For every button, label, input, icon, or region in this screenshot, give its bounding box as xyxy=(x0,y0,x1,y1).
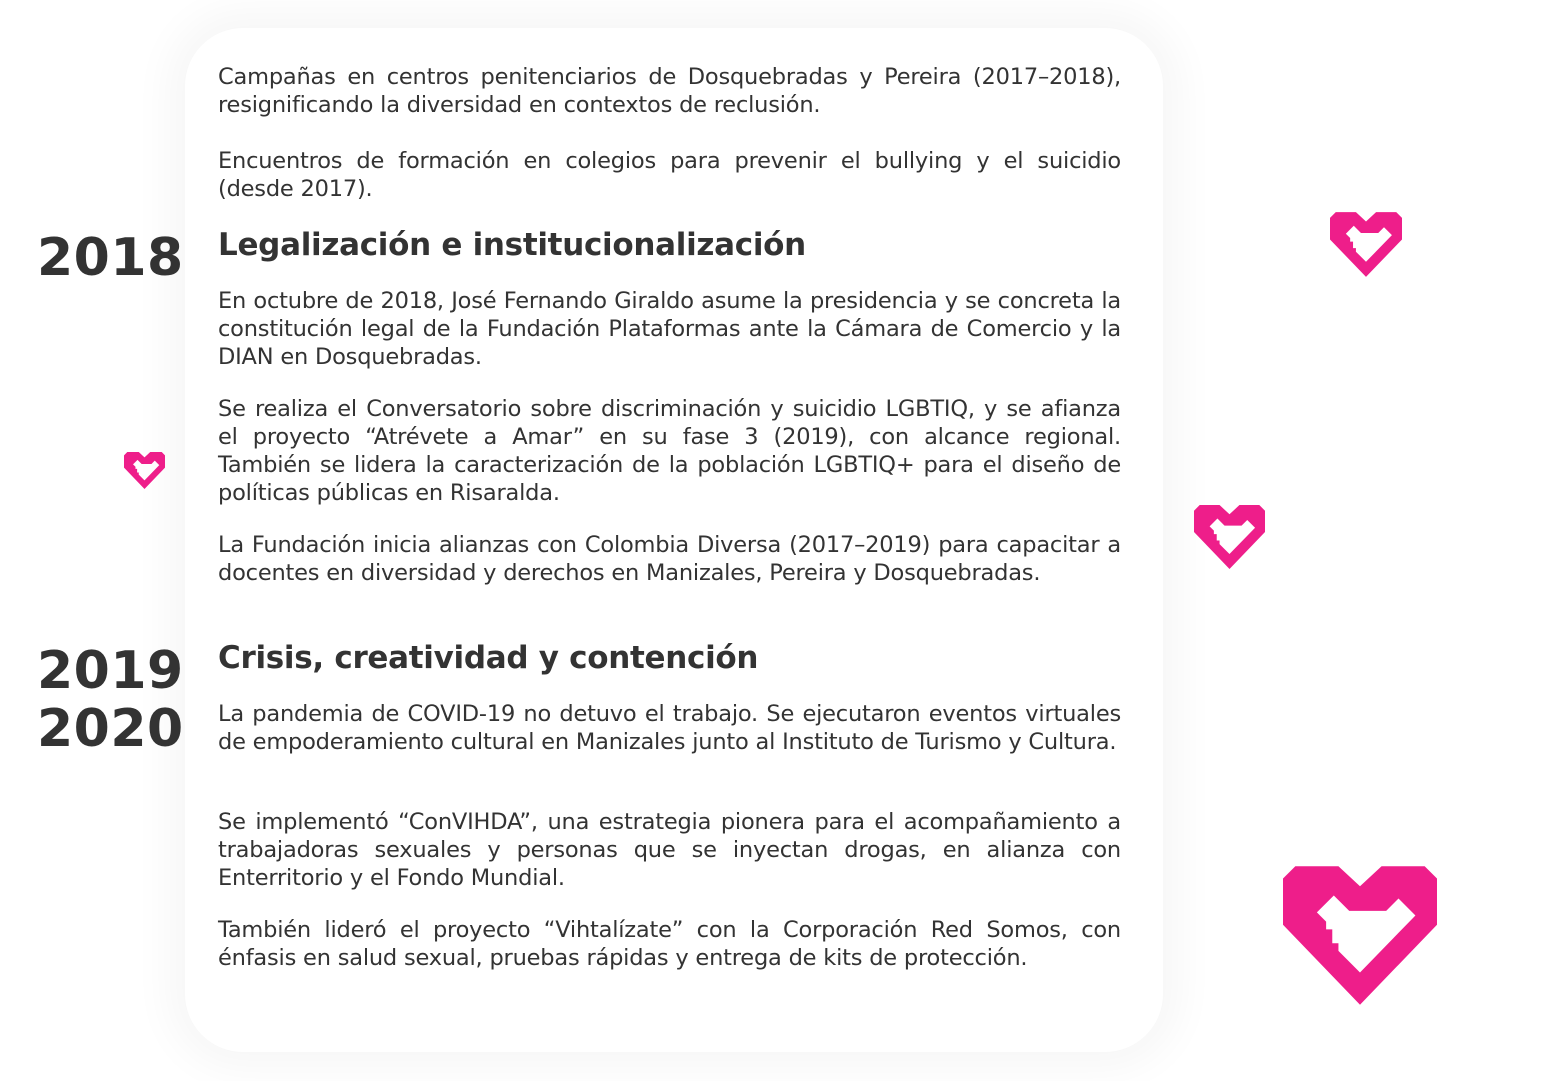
heart-logo-icon xyxy=(1330,212,1402,277)
year-label: 2018 xyxy=(37,228,184,288)
section-title: Legalización e institucionalización xyxy=(218,227,806,263)
section-paragraph: Se realiza el Conversatorio sobre discriminación y suicidio LGBTIQ, y se afianza el proyecto “Atrévete a Amar” en su fase 3 (2019), con alcance regional. También se lidera la caracterización de la población LGBTIQ+ para el diseño de políticas públicas en Risaralda. xyxy=(218,396,1121,506)
section-paragraph: La Fundación inicia alianzas con Colombia Diversa (2017–2019) para capacitar a docentes en diversidad y derechos en Manizales, Pereira y Dosquebradas. xyxy=(218,532,1121,586)
year-label: 2020 xyxy=(37,699,184,759)
section-paragraph: También lideró el proyecto “Vihtalízate” con la Corporación Red Somos, con énfasis en salud sexual, pruebas rápidas y entrega de kits de protección. xyxy=(218,917,1121,971)
intro-paragraph: Encuentros de formación en colegios para prevenir el bullying y el suicidio (desde 2017). xyxy=(218,148,1121,202)
heart-logo-icon xyxy=(1283,866,1437,1005)
section-paragraph: La pandemia de COVID-19 no detuvo el trabajo. Se ejecutaron eventos virtuales de empoderamiento cultural en Manizales junto al Instituto de Turismo y Cultura. xyxy=(218,701,1121,755)
section-paragraph: En octubre de 2018, José Fernando Giraldo asume la presidencia y se concreta la constitución legal de la Fundación Plataformas ante la Cámara de Comercio y la DIAN en Dosquebradas. xyxy=(218,288,1121,370)
section-title: Crisis, creatividad y contención xyxy=(218,640,759,676)
section-paragraph: Se implementó “ConVIHDA”, una estrategia pionera para el acompañamiento a trabajadoras sexuales y personas que se inyectan drogas, en alianza con Enterritorio y el Fondo Mundial. xyxy=(218,809,1121,891)
intro-paragraph: Campañas en centros penitenciarios de Dosquebradas y Pereira (2017–2018), resignificando la diversidad en contextos de reclusión. xyxy=(218,64,1121,118)
heart-logo-icon xyxy=(124,452,165,489)
heart-logo-icon xyxy=(1194,505,1265,569)
year-label: 2019 xyxy=(37,641,184,701)
